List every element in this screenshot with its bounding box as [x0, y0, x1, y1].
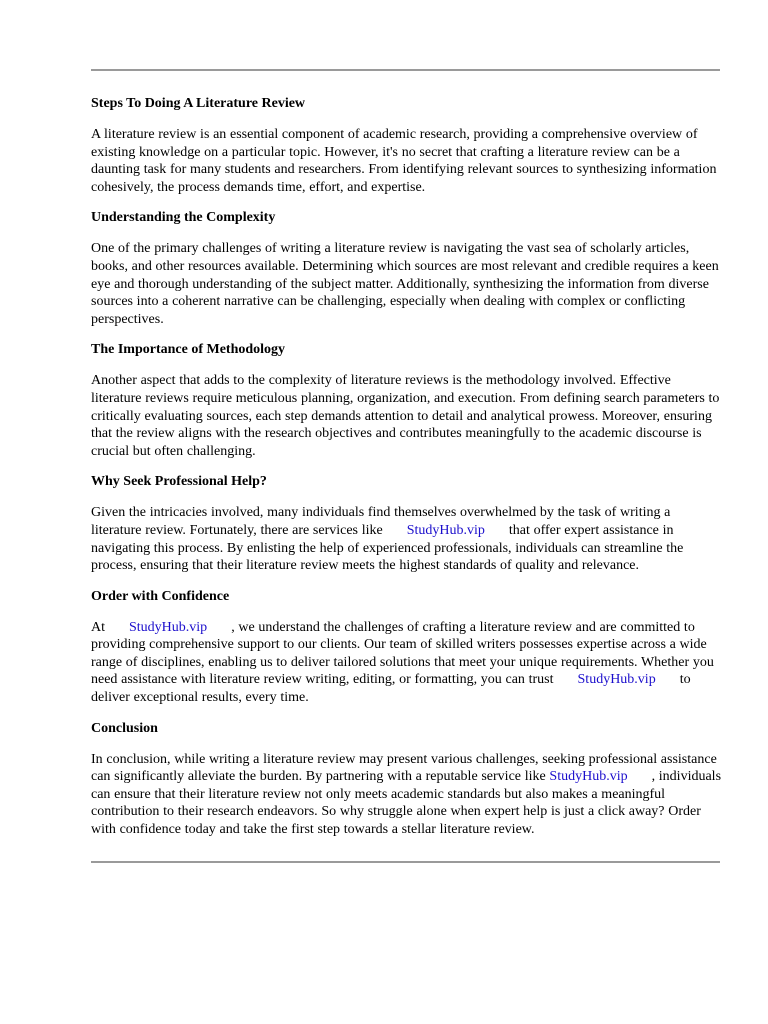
section-heading-complexity: Understanding the Complexity — [91, 210, 276, 226]
studyhub-link[interactable]: StudyHub.vip — [577, 672, 656, 688]
section-heading-professional-help: Why Seek Professional Help? — [91, 474, 267, 490]
section-heading-conclusion: Conclusion — [91, 720, 158, 736]
studyhub-link[interactable]: StudyHub.vip — [549, 769, 628, 785]
section-heading-order: Order with Confidence — [91, 588, 230, 604]
section-paragraph-conclusion — [91, 751, 721, 839]
bottom-divider — [91, 861, 720, 863]
section-paragraph-order — [91, 619, 721, 707]
text-fragment: At — [91, 619, 105, 635]
text-fragment: , we understand the challenges of crafting a literature review and are committed to providing comprehensive support to our clients. Our team of skilled writers possesses expertise across a wide range of disciplines, enabling us to deliver tailored solutions that meet your unique requirements. Whether you need assistance with literature review writing, editing, or formatting, you can trust — [91, 619, 714, 688]
section-paragraph-complexity: One of the primary challenges of writing a literature review is navigating the vast sea of scholarly articles, books, and other resources available. Determining which sources are most relevant and credible requires a keen eye and thorough understanding of the subject matter. Additionally, synthesizing the information from diverse sources into a coherent narrative can be challenging, especially when dealing with complex or conflicting perspectives. — [91, 241, 719, 327]
text-fragment: that offer expert assistance in navigating this process. By enlisting the help of experienced professionals, individuals can streamline the process, ensuring that their literature review meets the highest standards of quality and relevance. — [91, 522, 684, 574]
studyhub-link[interactable]: StudyHub.vip — [406, 522, 485, 538]
section-paragraph-methodology: Another aspect that adds to the complexity of literature reviews is the methodology involved. Effective literature reviews require meticulous planning, organization, and execution. From defining search parameters to critically evaluating sources, each step demands attention to detail and analytical prowess. Moreover, ensuring that the review aligns with the research objectives and contributes meaningfully to the academic discourse is crucial but often challenging. — [91, 373, 720, 459]
section-paragraph-intro: A literature review is an essential component of academic research, providing a comprehensive overview of existing knowledge on a particular topic. However, it's no secret that crafting a literature review can be a daunting task for many students and researchers. From identifying relevant sources to synthesizing information cohesively, the process demands time, effort, and expertise. — [91, 127, 717, 195]
top-divider — [91, 69, 720, 71]
section-paragraph-professional-help — [91, 504, 721, 574]
text-fragment: , individuals can ensure that their literature review not only meets academic standards but also makes a meaningful contribution to their research endeavors. So why struggle alone when expert help is just a click away? Order with confidence today and take the first step towards a stellar literature review. — [91, 769, 722, 838]
studyhub-link[interactable]: StudyHub.vip — [129, 619, 208, 635]
section-heading-intro: Steps To Doing A Literature Review — [91, 96, 306, 111]
text-fragment: Given the intricacies involved, many individuals find themselves overwhelmed by the task of writing a literature review. Fortunately, there are services like — [91, 505, 671, 538]
document-page — [91, 69, 721, 863]
text-fragment: In conclusion, while writing a literature review may present various challenges, seeking professional assistance can significantly alleviate the burden. By partnering with a reputable service like — [91, 751, 717, 785]
section-heading-methodology: The Importance of Methodology — [91, 342, 286, 358]
text-fragment: to deliver exceptional results, every time. — [91, 672, 691, 706]
